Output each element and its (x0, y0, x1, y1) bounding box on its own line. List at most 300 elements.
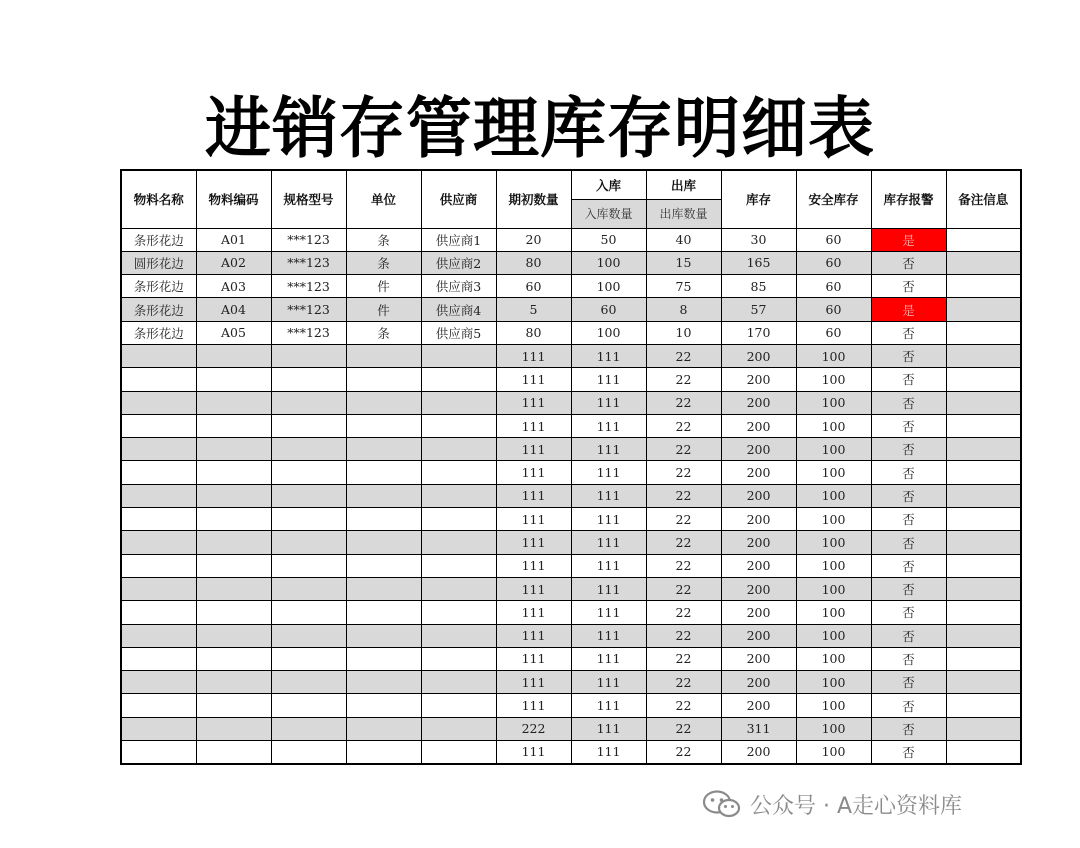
cell-spec: ***123 (271, 251, 346, 274)
cell-name (121, 484, 196, 507)
table-row (121, 228, 1021, 251)
cell-code (196, 624, 271, 647)
cell-opening: 111 (496, 601, 571, 624)
cell-alarm: 是 (871, 228, 946, 251)
cell-safe-stock: 100 (796, 531, 871, 554)
header-in-sub: 入库数量 (571, 199, 646, 228)
cell-unit (346, 391, 421, 414)
cell-name (121, 461, 196, 484)
cell-alarm: 否 (871, 344, 946, 367)
table-row (121, 438, 1021, 461)
cell-name: 条形花边 (121, 298, 196, 321)
cell-in-qty: 100 (571, 321, 646, 344)
table-row (121, 741, 1021, 764)
cell-in-qty: 111 (571, 368, 646, 391)
cell-name (121, 647, 196, 670)
header-spec: 规格型号 (271, 170, 346, 228)
cell-opening: 111 (496, 531, 571, 554)
cell-spec (271, 554, 346, 577)
cell-note (946, 554, 1021, 577)
cell-supplier (421, 484, 496, 507)
cell-note (946, 647, 1021, 670)
cell-spec (271, 508, 346, 531)
cell-safe-stock: 100 (796, 508, 871, 531)
cell-opening: 111 (496, 741, 571, 764)
cell-supplier (421, 624, 496, 647)
table-row (121, 251, 1021, 274)
cell-name (121, 741, 196, 764)
cell-opening: 111 (496, 461, 571, 484)
cell-unit: 条 (346, 321, 421, 344)
cell-stock: 200 (721, 391, 796, 414)
cell-code (196, 414, 271, 437)
cell-in-qty: 111 (571, 647, 646, 670)
cell-in-qty: 111 (571, 601, 646, 624)
cell-stock: 200 (721, 531, 796, 554)
cell-in-qty: 100 (571, 275, 646, 298)
cell-supplier (421, 717, 496, 740)
cell-code (196, 368, 271, 391)
header-opening: 期初数量 (496, 170, 571, 228)
cell-stock: 85 (721, 275, 796, 298)
cell-opening: 20 (496, 228, 571, 251)
cell-spec (271, 531, 346, 554)
cell-safe-stock: 100 (796, 624, 871, 647)
cell-opening: 111 (496, 671, 571, 694)
cell-safe-stock: 60 (796, 298, 871, 321)
cell-out-qty: 22 (646, 624, 721, 647)
cell-supplier: 供应商4 (421, 298, 496, 321)
cell-alarm: 否 (871, 391, 946, 414)
cell-alarm: 否 (871, 508, 946, 531)
cell-spec (271, 368, 346, 391)
cell-note (946, 508, 1021, 531)
cell-spec (271, 344, 346, 367)
table-row (121, 414, 1021, 437)
cell-alarm: 否 (871, 368, 946, 391)
cell-unit (346, 438, 421, 461)
cell-supplier (421, 508, 496, 531)
inventory-table (120, 169, 1022, 765)
cell-out-qty: 22 (646, 461, 721, 484)
cell-stock: 200 (721, 624, 796, 647)
cell-note (946, 741, 1021, 764)
cell-name (121, 391, 196, 414)
cell-spec: ***123 (271, 321, 346, 344)
cell-out-qty: 22 (646, 391, 721, 414)
header-out-group: 出库 (646, 170, 721, 199)
cell-in-qty: 111 (571, 484, 646, 507)
cell-name (121, 671, 196, 694)
cell-supplier: 供应商2 (421, 251, 496, 274)
cell-opening: 111 (496, 508, 571, 531)
cell-opening: 111 (496, 577, 571, 600)
table-body (121, 228, 1021, 764)
cell-name (121, 438, 196, 461)
cell-code: A05 (196, 321, 271, 344)
cell-unit (346, 647, 421, 670)
table-row (121, 647, 1021, 670)
cell-code (196, 554, 271, 577)
cell-name: 条形花边 (121, 228, 196, 251)
cell-note (946, 577, 1021, 600)
cell-out-qty: 22 (646, 601, 721, 624)
cell-safe-stock: 100 (796, 694, 871, 717)
cell-out-qty: 22 (646, 438, 721, 461)
cell-in-qty: 111 (571, 508, 646, 531)
cell-note (946, 438, 1021, 461)
table-row (121, 391, 1021, 414)
cell-safe-stock: 100 (796, 554, 871, 577)
cell-supplier (421, 554, 496, 577)
cell-opening: 5 (496, 298, 571, 321)
cell-in-qty: 111 (571, 414, 646, 437)
cell-opening: 111 (496, 484, 571, 507)
cell-unit: 件 (346, 275, 421, 298)
cell-in-qty: 111 (571, 694, 646, 717)
cell-spec (271, 601, 346, 624)
cell-spec: ***123 (271, 228, 346, 251)
table-row (121, 508, 1021, 531)
cell-code (196, 671, 271, 694)
watermark (702, 786, 962, 822)
cell-supplier (421, 414, 496, 437)
cell-supplier: 供应商3 (421, 275, 496, 298)
cell-alarm: 否 (871, 717, 946, 740)
cell-safe-stock: 60 (796, 275, 871, 298)
cell-note (946, 601, 1021, 624)
cell-safe-stock: 100 (796, 461, 871, 484)
cell-in-qty: 50 (571, 228, 646, 251)
cell-unit (346, 484, 421, 507)
cell-alarm: 否 (871, 671, 946, 694)
cell-stock: 30 (721, 228, 796, 251)
cell-out-qty: 10 (646, 321, 721, 344)
header-in-group: 入库 (571, 170, 646, 199)
cell-alarm: 否 (871, 414, 946, 437)
wechat-icon (702, 789, 742, 819)
cell-unit (346, 601, 421, 624)
cell-supplier: 供应商5 (421, 321, 496, 344)
cell-supplier (421, 577, 496, 600)
cell-note (946, 531, 1021, 554)
page-title: 进销存管理库存明细表 (205, 90, 875, 167)
cell-note (946, 344, 1021, 367)
cell-supplier (421, 601, 496, 624)
cell-supplier: 供应商1 (421, 228, 496, 251)
cell-in-qty: 111 (571, 344, 646, 367)
cell-opening: 60 (496, 275, 571, 298)
cell-stock: 200 (721, 647, 796, 670)
cell-unit (346, 461, 421, 484)
cell-note (946, 484, 1021, 507)
cell-stock: 200 (721, 694, 796, 717)
cell-supplier (421, 438, 496, 461)
cell-supplier (421, 344, 496, 367)
cell-alarm: 否 (871, 531, 946, 554)
cell-name (121, 694, 196, 717)
cell-unit (346, 741, 421, 764)
cell-stock: 311 (721, 717, 796, 740)
cell-safe-stock: 100 (796, 344, 871, 367)
cell-code (196, 647, 271, 670)
cell-code (196, 577, 271, 600)
cell-safe-stock: 100 (796, 577, 871, 600)
cell-alarm: 否 (871, 694, 946, 717)
cell-safe-stock: 100 (796, 368, 871, 391)
table-row (121, 275, 1021, 298)
cell-stock: 200 (721, 741, 796, 764)
cell-code (196, 694, 271, 717)
cell-out-qty: 22 (646, 577, 721, 600)
cell-unit (346, 694, 421, 717)
cell-opening: 111 (496, 344, 571, 367)
cell-code (196, 461, 271, 484)
header-unit: 单位 (346, 170, 421, 228)
cell-spec (271, 647, 346, 670)
cell-alarm: 否 (871, 647, 946, 670)
cell-in-qty: 111 (571, 438, 646, 461)
cell-alarm: 否 (871, 251, 946, 274)
cell-name: 条形花边 (121, 321, 196, 344)
cell-stock: 200 (721, 554, 796, 577)
header-out-sub: 出库数量 (646, 199, 721, 228)
cell-stock: 57 (721, 298, 796, 321)
cell-spec (271, 461, 346, 484)
cell-code: A01 (196, 228, 271, 251)
cell-supplier (421, 694, 496, 717)
table-row (121, 321, 1021, 344)
cell-unit (346, 414, 421, 437)
cell-safe-stock: 100 (796, 647, 871, 670)
cell-opening: 111 (496, 647, 571, 670)
cell-alarm: 否 (871, 601, 946, 624)
cell-stock: 165 (721, 251, 796, 274)
cell-alarm: 是 (871, 298, 946, 321)
cell-unit: 条 (346, 228, 421, 251)
watermark-text: 公众号 · A走心资料库 (750, 793, 963, 819)
cell-note (946, 461, 1021, 484)
cell-out-qty: 22 (646, 508, 721, 531)
header-supplier: 供应商 (421, 170, 496, 228)
cell-in-qty: 111 (571, 391, 646, 414)
cell-supplier (421, 461, 496, 484)
cell-supplier (421, 647, 496, 670)
cell-code (196, 741, 271, 764)
cell-supplier (421, 368, 496, 391)
cell-note (946, 717, 1021, 740)
cell-note (946, 624, 1021, 647)
cell-spec: ***123 (271, 275, 346, 298)
cell-note (946, 275, 1021, 298)
cell-opening: 222 (496, 717, 571, 740)
table-row (121, 717, 1021, 740)
cell-out-qty: 22 (646, 531, 721, 554)
cell-out-qty: 22 (646, 694, 721, 717)
cell-in-qty: 111 (571, 461, 646, 484)
table-row (121, 298, 1021, 321)
cell-alarm: 否 (871, 321, 946, 344)
cell-code: A03 (196, 275, 271, 298)
cell-stock: 200 (721, 368, 796, 391)
cell-out-qty: 22 (646, 484, 721, 507)
cell-unit (346, 624, 421, 647)
cell-in-qty: 111 (571, 717, 646, 740)
cell-out-qty: 22 (646, 671, 721, 694)
cell-unit (346, 717, 421, 740)
cell-spec: ***123 (271, 298, 346, 321)
cell-safe-stock: 100 (796, 391, 871, 414)
cell-code (196, 508, 271, 531)
cell-alarm: 否 (871, 461, 946, 484)
cell-note (946, 368, 1021, 391)
cell-alarm: 否 (871, 577, 946, 600)
table-row (121, 577, 1021, 600)
cell-out-qty: 22 (646, 368, 721, 391)
cell-alarm: 否 (871, 438, 946, 461)
cell-name: 条形花边 (121, 275, 196, 298)
cell-opening: 111 (496, 414, 571, 437)
cell-safe-stock: 100 (796, 414, 871, 437)
cell-unit (346, 577, 421, 600)
cell-unit: 件 (346, 298, 421, 321)
table-row (121, 368, 1021, 391)
cell-name (121, 414, 196, 437)
header-stock: 库存 (721, 170, 796, 228)
cell-opening: 111 (496, 694, 571, 717)
cell-unit (346, 368, 421, 391)
cell-out-qty: 22 (646, 554, 721, 577)
cell-name (121, 717, 196, 740)
cell-note (946, 414, 1021, 437)
cell-spec (271, 391, 346, 414)
cell-supplier (421, 671, 496, 694)
cell-note (946, 694, 1021, 717)
cell-spec (271, 438, 346, 461)
cell-out-qty: 75 (646, 275, 721, 298)
cell-stock: 200 (721, 577, 796, 600)
header-safe: 安全库存 (796, 170, 871, 228)
cell-in-qty: 111 (571, 554, 646, 577)
cell-code (196, 531, 271, 554)
cell-code (196, 717, 271, 740)
cell-note (946, 228, 1021, 251)
cell-note (946, 391, 1021, 414)
cell-safe-stock: 100 (796, 717, 871, 740)
cell-opening: 80 (496, 251, 571, 274)
cell-out-qty: 22 (646, 647, 721, 670)
cell-supplier (421, 531, 496, 554)
cell-stock: 200 (721, 508, 796, 531)
cell-safe-stock: 60 (796, 228, 871, 251)
cell-safe-stock: 100 (796, 601, 871, 624)
cell-out-qty: 22 (646, 741, 721, 764)
cell-unit (346, 531, 421, 554)
cell-code (196, 391, 271, 414)
cell-supplier (421, 391, 496, 414)
cell-out-qty: 22 (646, 717, 721, 740)
cell-alarm: 否 (871, 484, 946, 507)
cell-spec (271, 577, 346, 600)
cell-out-qty: 22 (646, 414, 721, 437)
cell-stock: 200 (721, 671, 796, 694)
cell-out-qty: 22 (646, 344, 721, 367)
cell-stock: 200 (721, 461, 796, 484)
cell-opening: 111 (496, 438, 571, 461)
cell-code (196, 601, 271, 624)
cell-safe-stock: 100 (796, 438, 871, 461)
table-row (121, 344, 1021, 367)
cell-in-qty: 111 (571, 624, 646, 647)
cell-spec (271, 671, 346, 694)
cell-spec (271, 624, 346, 647)
cell-safe-stock: 100 (796, 741, 871, 764)
cell-in-qty: 111 (571, 531, 646, 554)
cell-name (121, 577, 196, 600)
cell-stock: 200 (721, 344, 796, 367)
cell-stock: 200 (721, 484, 796, 507)
cell-stock: 200 (721, 438, 796, 461)
header-name: 物料名称 (121, 170, 196, 228)
table-row (121, 484, 1021, 507)
cell-code: A02 (196, 251, 271, 274)
cell-out-qty: 40 (646, 228, 721, 251)
cell-note (946, 298, 1021, 321)
cell-stock: 170 (721, 321, 796, 344)
cell-name (121, 531, 196, 554)
cell-safe-stock: 100 (796, 484, 871, 507)
cell-alarm: 否 (871, 741, 946, 764)
cell-code (196, 438, 271, 461)
cell-spec (271, 717, 346, 740)
table-row (121, 461, 1021, 484)
cell-alarm: 否 (871, 275, 946, 298)
table-row (121, 624, 1021, 647)
cell-safe-stock: 100 (796, 671, 871, 694)
cell-note (946, 671, 1021, 694)
cell-name: 圆形花边 (121, 251, 196, 274)
cell-spec (271, 741, 346, 764)
cell-safe-stock: 60 (796, 251, 871, 274)
table-row (121, 554, 1021, 577)
cell-opening: 111 (496, 624, 571, 647)
cell-opening: 111 (496, 554, 571, 577)
table-row (121, 601, 1021, 624)
cell-opening: 80 (496, 321, 571, 344)
cell-name (121, 554, 196, 577)
cell-name (121, 344, 196, 367)
cell-note (946, 321, 1021, 344)
cell-spec (271, 694, 346, 717)
header-alarm: 库存报警 (871, 170, 946, 228)
cell-opening: 111 (496, 368, 571, 391)
cell-stock: 200 (721, 414, 796, 437)
cell-safe-stock: 60 (796, 321, 871, 344)
cell-in-qty: 100 (571, 251, 646, 274)
cell-alarm: 否 (871, 554, 946, 577)
cell-unit (346, 554, 421, 577)
cell-alarm: 否 (871, 624, 946, 647)
cell-name (121, 508, 196, 531)
cell-code: A04 (196, 298, 271, 321)
cell-note (946, 251, 1021, 274)
cell-spec (271, 484, 346, 507)
header-note: 备注信息 (946, 170, 1021, 228)
cell-stock: 200 (721, 601, 796, 624)
cell-spec (271, 414, 346, 437)
header-code: 物料编码 (196, 170, 271, 228)
cell-unit (346, 344, 421, 367)
